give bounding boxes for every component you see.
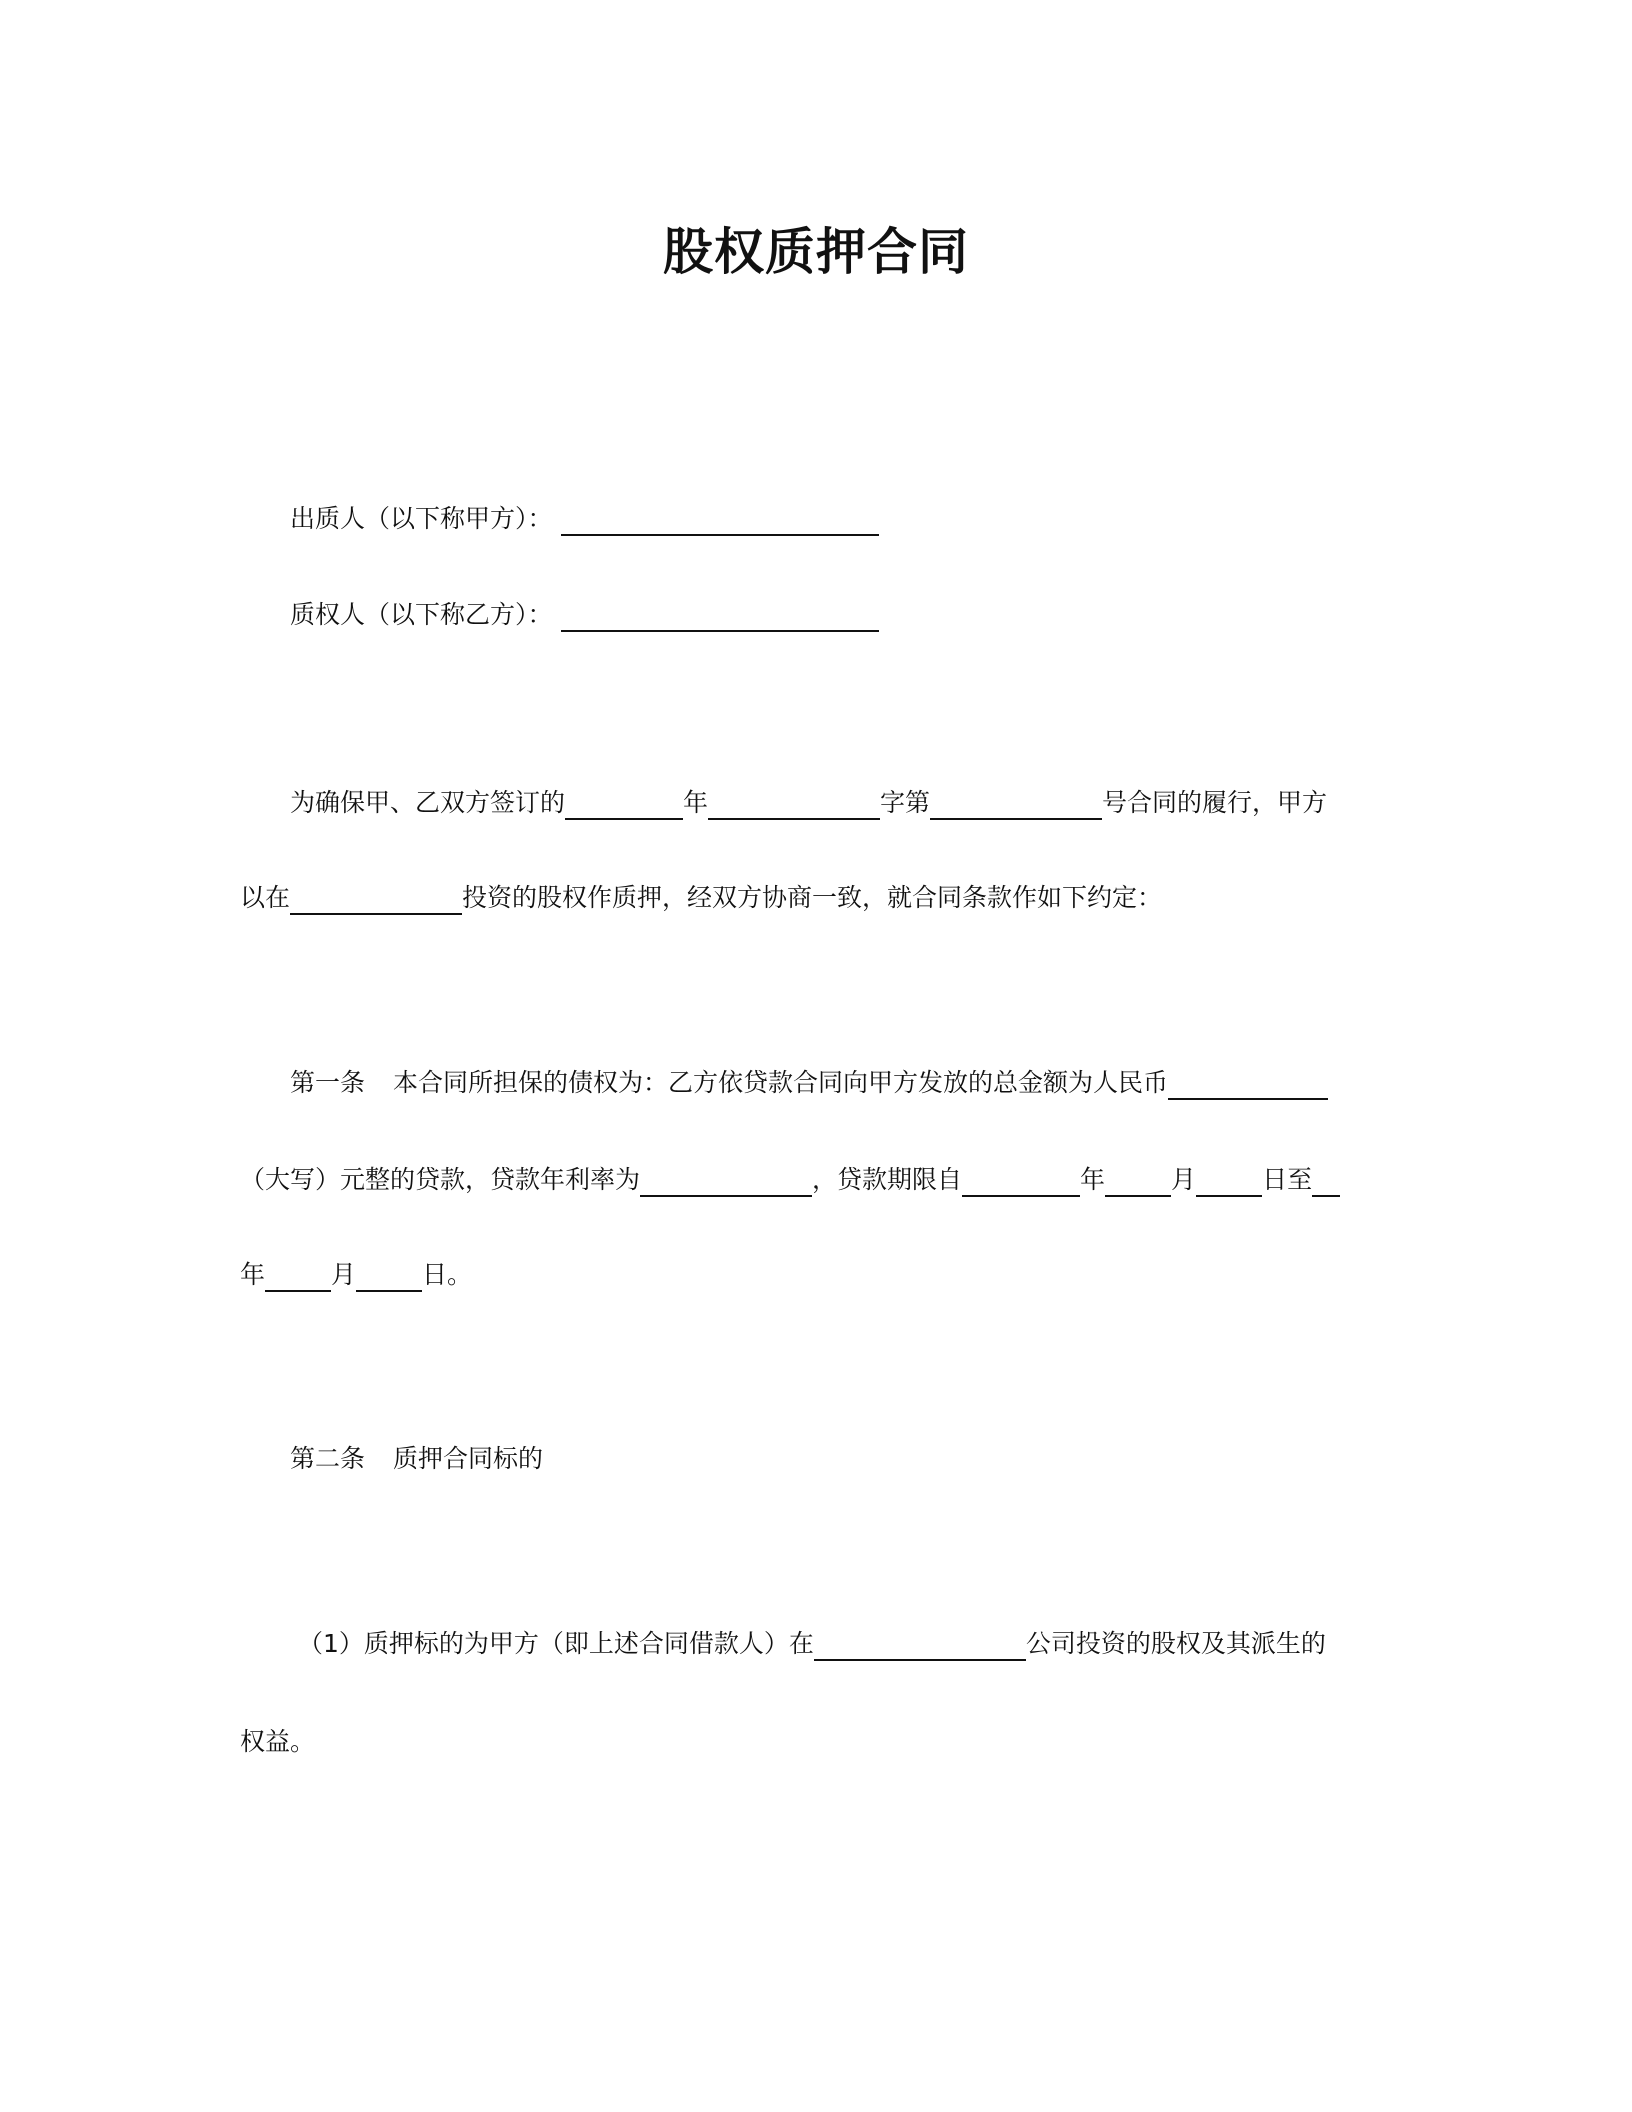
pledgor-name-field[interactable] bbox=[561, 504, 879, 536]
article1-text-7: 年 bbox=[240, 1260, 266, 1289]
article2-item1-line-2 bbox=[240, 1725, 315, 1759]
article2-heading: 第二条 bbox=[290, 1444, 366, 1473]
start-day-field[interactable] bbox=[1196, 1165, 1262, 1197]
end-day-field[interactable] bbox=[356, 1260, 422, 1292]
article2-title: 质押合同标的 bbox=[393, 1444, 544, 1473]
article1-text-1: 本合同所担保的债权为：乙方依贷款合同向甲方发放的总金额为人民币 bbox=[393, 1068, 1169, 1097]
contract-year-field[interactable] bbox=[565, 788, 683, 820]
contract-number-field[interactable] bbox=[930, 788, 1102, 820]
preamble-text-3: 字第 bbox=[880, 788, 931, 817]
preamble-text-5: 以在 bbox=[240, 883, 291, 912]
pledgee-line bbox=[290, 598, 879, 632]
start-year-field[interactable] bbox=[962, 1165, 1080, 1197]
article2-item1-line-1 bbox=[298, 1627, 1326, 1661]
end-year-field[interactable] bbox=[1312, 1165, 1340, 1197]
article1-text-3: ，贷款期限自 bbox=[812, 1165, 963, 1194]
pledgee-name-field[interactable] bbox=[561, 600, 879, 632]
contract-word-field[interactable] bbox=[708, 788, 880, 820]
article2-heading-line bbox=[290, 1442, 543, 1476]
preamble-text-4: 号合同的履行，甲方 bbox=[1102, 788, 1328, 817]
article1-text-8: 月 bbox=[331, 1260, 357, 1289]
invested-company-field[interactable] bbox=[290, 883, 462, 915]
preamble-text-1: 为确保甲、乙双方签订的 bbox=[290, 788, 566, 817]
pledgee-label: 质权人（以下称乙方）： bbox=[290, 600, 553, 629]
preamble-text-6: 投资的股权作质押，经双方协商一致，就合同条款作如下约定： bbox=[462, 883, 1163, 912]
article2-item1-text-a: （1）质押标的为甲方（即上述合同借款人）在 bbox=[298, 1629, 814, 1658]
article1-line-2 bbox=[240, 1163, 1340, 1197]
article1-heading: 第一条 bbox=[290, 1068, 366, 1097]
start-month-field[interactable] bbox=[1105, 1165, 1171, 1197]
article2-item1-text-b: 公司投资的股权及其派生的 bbox=[1025, 1629, 1326, 1658]
article2-item1-text-c: 权益。 bbox=[240, 1727, 316, 1756]
article1-line-1 bbox=[290, 1066, 1328, 1100]
pledged-company-field[interactable] bbox=[814, 1629, 1026, 1661]
article1-line-3 bbox=[240, 1258, 472, 1292]
preamble-text-2: 年 bbox=[683, 788, 709, 817]
article1-text-4: 年 bbox=[1080, 1165, 1106, 1194]
pledgor-label: 出质人（以下称甲方）： bbox=[290, 504, 553, 533]
document-title: 股权质押合同 bbox=[663, 223, 969, 281]
end-month-field[interactable] bbox=[265, 1260, 331, 1292]
article1-text-5: 月 bbox=[1171, 1165, 1197, 1194]
pledgor-line bbox=[290, 502, 879, 536]
article1-text-6: 日至 bbox=[1262, 1165, 1313, 1194]
article1-text-2: （大写）元整的贷款，贷款年利率为 bbox=[240, 1165, 641, 1194]
interest-rate-field[interactable] bbox=[640, 1165, 812, 1197]
preamble-line-1 bbox=[290, 786, 1327, 820]
preamble-line-2 bbox=[240, 881, 1162, 915]
loan-amount-field[interactable] bbox=[1168, 1068, 1328, 1100]
article1-text-9: 日。 bbox=[422, 1260, 473, 1289]
